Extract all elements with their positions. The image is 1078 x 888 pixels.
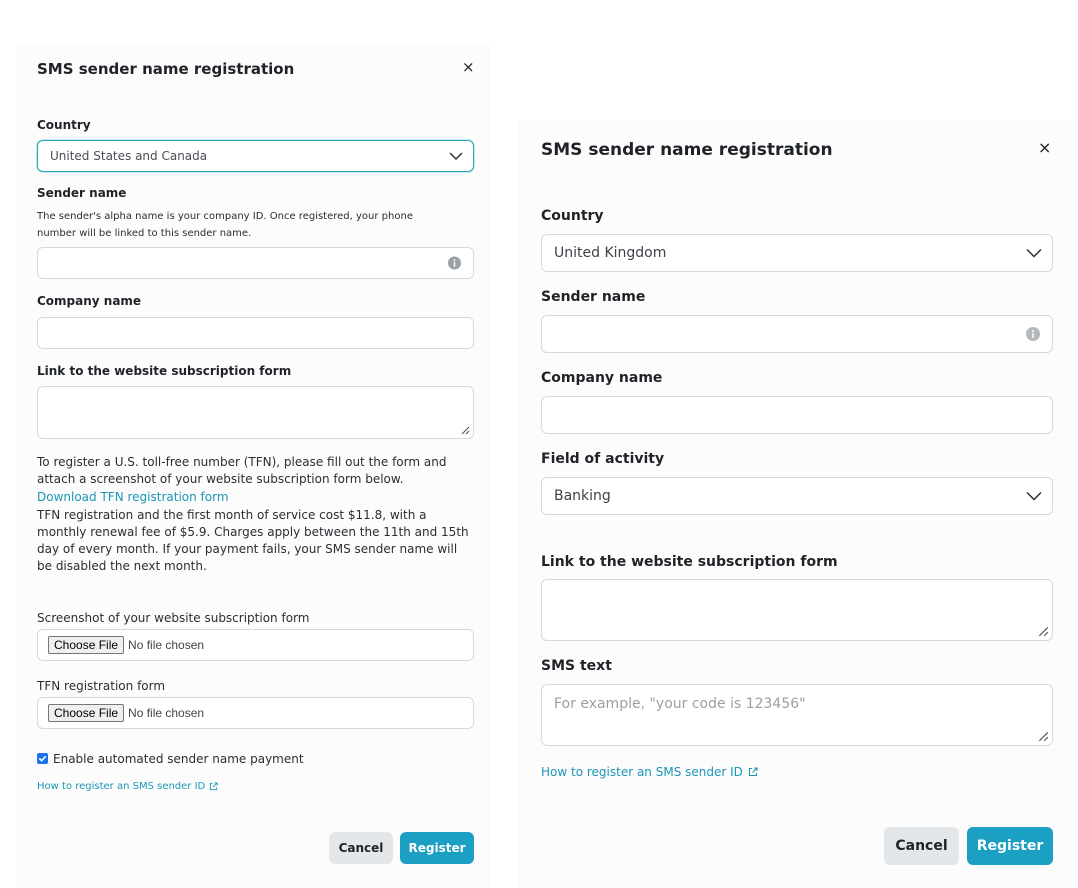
cancel-button[interactable]: Cancel <box>329 832 393 864</box>
country-select-value: United Kingdom <box>554 245 667 261</box>
info-icon[interactable] <box>448 257 461 270</box>
register-button[interactable]: Register <box>967 827 1053 865</box>
choose-file-button[interactable]: Choose File <box>48 704 124 722</box>
sender-name-helper-line2: number will be linked to this sender name. <box>37 228 252 239</box>
chevron-down-icon <box>1026 492 1042 501</box>
file-status: No file chosen <box>128 706 205 720</box>
link-field-label: Link to the website subscription form <box>541 554 838 570</box>
link-textarea[interactable] <box>541 579 1053 641</box>
help-link-text: How to register an SMS sender ID <box>37 781 206 792</box>
sender-registration-dialog-uk <box>518 120 1078 888</box>
dialog-title: SMS sender name registration <box>541 140 833 160</box>
tfn-info-line6: be disabled the next month. <box>37 559 207 573</box>
cancel-button[interactable]: Cancel <box>884 827 959 865</box>
screenshot-upload-label: Screenshot of your website subscription form <box>37 611 310 625</box>
external-link-icon <box>209 782 218 791</box>
country-select[interactable] <box>541 234 1053 272</box>
sender-name-helper-line1: The sender's alpha name is your company ID. Once registered, your phone <box>37 211 413 222</box>
link-field-label: Link to the website subscription form <box>37 364 292 378</box>
tfn-info-line3: TFN registration and the first month of service cost $11.8, with a <box>37 508 427 522</box>
sms-text-textarea[interactable] <box>541 684 1053 746</box>
resize-grip-icon[interactable] <box>1037 730 1049 742</box>
country-label: Country <box>37 118 91 132</box>
auto-payment-label[interactable]: Enable automated sender name payment <box>53 752 304 766</box>
auto-payment-checkbox[interactable] <box>37 753 48 764</box>
sender-name-input[interactable] <box>541 315 1053 353</box>
resize-grip-icon[interactable] <box>460 425 470 435</box>
download-tfn-form-link[interactable]: Download TFN registration form <box>37 490 229 504</box>
external-link-icon <box>748 767 758 777</box>
register-button[interactable]: Register <box>400 832 474 864</box>
tfn-info-line1: To register a U.S. toll-free number (TFN), please fill out the form and <box>37 455 447 469</box>
resize-grip-icon[interactable] <box>1037 625 1049 637</box>
chevron-down-icon <box>449 152 463 160</box>
chevron-down-icon <box>1026 249 1042 258</box>
tfn-info-line5: day of every month. If your payment fails, your SMS sender name will <box>37 542 458 556</box>
country-select[interactable] <box>37 140 474 172</box>
link-textarea[interactable] <box>37 386 474 439</box>
company-name-label: Company name <box>37 294 142 308</box>
tfn-info-line2: attach a screenshot of your website subscription form below. <box>37 472 404 486</box>
help-link-text: How to register an SMS sender ID <box>541 765 743 779</box>
screenshot-upload-field <box>37 629 474 661</box>
company-name-input[interactable] <box>37 317 474 349</box>
sender-name-label: Sender name <box>541 289 646 305</box>
tfn-upload-field <box>37 697 474 729</box>
dialog-title: SMS sender name registration <box>37 60 295 78</box>
sms-text-placeholder: For example, "your code is 123456" <box>554 696 806 712</box>
country-select-value: United States and Canada <box>50 149 208 163</box>
company-name-input[interactable] <box>541 396 1053 434</box>
close-icon[interactable]: × <box>1038 138 1052 157</box>
sender-registration-dialog-us <box>16 42 490 888</box>
checkmark-icon <box>38 754 47 763</box>
sender-name-label: Sender name <box>37 186 127 200</box>
file-status: No file chosen <box>128 638 205 652</box>
sms-text-label: SMS text <box>541 658 612 674</box>
help-link[interactable] <box>37 781 218 792</box>
sender-name-input[interactable] <box>37 247 474 279</box>
help-link[interactable] <box>541 765 758 779</box>
company-name-label: Company name <box>541 370 663 386</box>
activity-select-value: Banking <box>554 488 611 504</box>
tfn-upload-label: TFN registration form <box>37 679 166 693</box>
activity-label: Field of activity <box>541 451 665 467</box>
tfn-info-line4: monthly renewal fee of $5.9. Charges apply between the 11th and 15th <box>37 525 469 539</box>
choose-file-button[interactable]: Choose File <box>48 636 124 654</box>
activity-select[interactable] <box>541 477 1053 515</box>
info-icon[interactable] <box>1026 327 1040 341</box>
close-icon[interactable]: × <box>462 58 475 76</box>
country-label: Country <box>541 208 604 224</box>
